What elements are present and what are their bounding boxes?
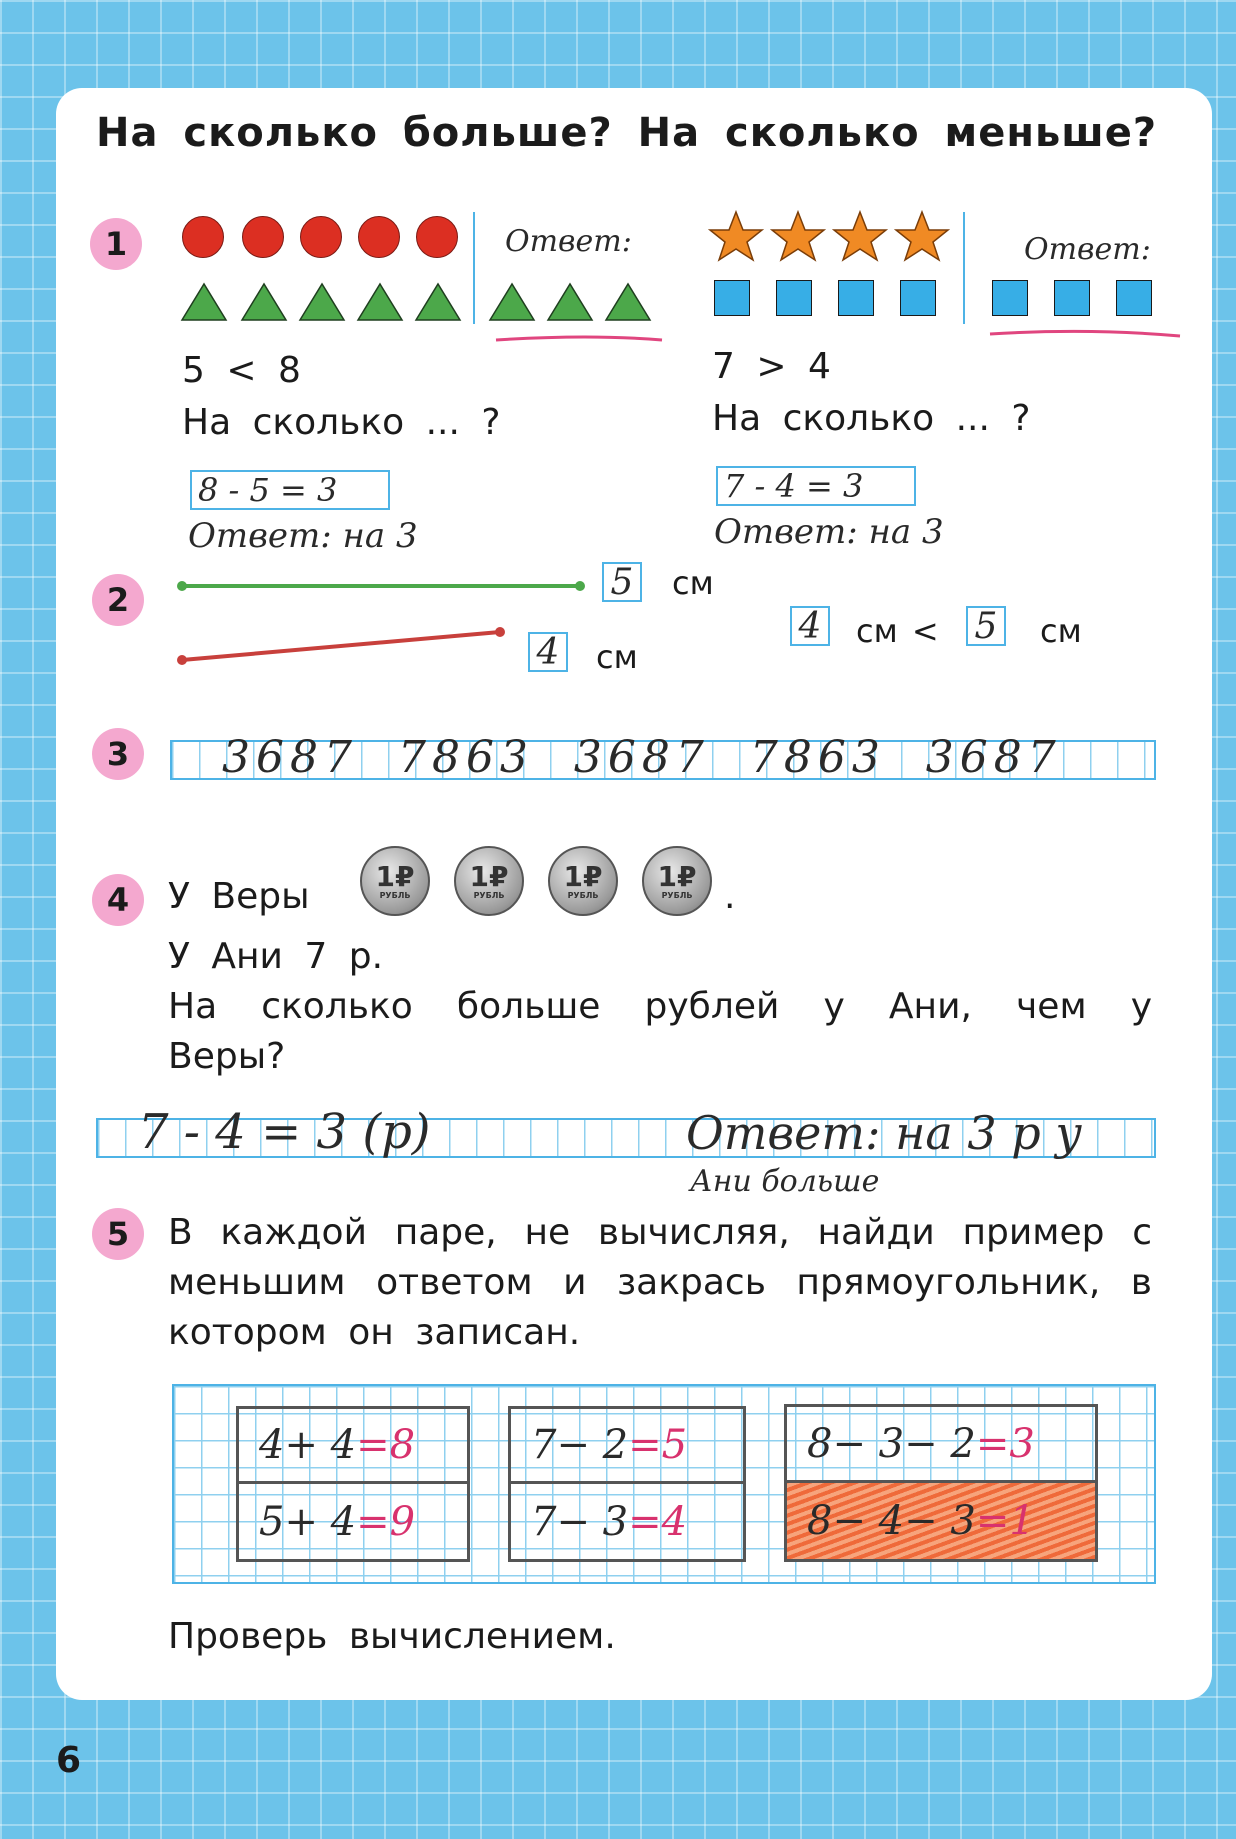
expression-text: 4+ 4 bbox=[259, 1422, 357, 1468]
ruble-coin bbox=[454, 846, 524, 916]
task-5-text3: котором он записан. bbox=[168, 1312, 581, 1353]
compare-unit: см bbox=[1040, 612, 1082, 650]
task-1-left-written-answer: Ответ: на 3 bbox=[188, 516, 418, 556]
expression-text: 8− 3− 2 bbox=[807, 1420, 976, 1467]
task-4-line4: Веры? bbox=[168, 1036, 286, 1077]
task-5-text2: меньшим ответом и закрась прямоугольник, в bbox=[168, 1262, 1152, 1303]
expression-top[interactable] bbox=[787, 1407, 1095, 1483]
ruble-coin bbox=[642, 846, 712, 916]
coin-label: РУБЛЬ bbox=[567, 890, 599, 900]
equals-sign: = bbox=[356, 1422, 390, 1468]
equals-sign: = bbox=[628, 1498, 662, 1545]
task-1-shapes bbox=[170, 200, 1210, 350]
red-length-unit: см bbox=[596, 638, 638, 676]
task-5-number: 5 bbox=[92, 1208, 144, 1260]
task-1-left-question: На сколько ... ? bbox=[182, 402, 501, 443]
task-1-number: 1 bbox=[90, 218, 142, 270]
pink-mark bbox=[496, 337, 662, 340]
task-4-answer-line2: Ани больше bbox=[690, 1164, 880, 1199]
green-length-box: 5 bbox=[602, 562, 642, 602]
compare-left-box: 4 bbox=[790, 606, 830, 646]
ruble-coin bbox=[548, 846, 618, 916]
answer-value: 8 bbox=[389, 1422, 416, 1468]
task-5-text1: В каждой паре, не вычисляя, найди пример с bbox=[168, 1212, 1152, 1253]
coin-label: РУБЛЬ bbox=[661, 890, 693, 900]
green-triangle bbox=[300, 284, 344, 320]
segment-endpoint bbox=[575, 581, 585, 591]
coin-label: РУБЛЬ bbox=[379, 890, 411, 900]
task-1-left-comparison: 5 < 8 bbox=[182, 350, 301, 391]
blue-square bbox=[992, 280, 1028, 316]
ruble-coin bbox=[360, 846, 430, 916]
coin-value: 1₽ bbox=[657, 859, 697, 893]
task-3-sequence: 3687 7863 3687 7863 3687 bbox=[222, 732, 1062, 783]
green-triangle bbox=[548, 284, 592, 320]
task-1-right-written-answer: Ответ: на 3 bbox=[714, 512, 944, 552]
answer-value: 3 bbox=[1009, 1420, 1035, 1467]
equals-sign: = bbox=[356, 1498, 390, 1545]
segment-endpoint bbox=[495, 627, 505, 637]
task-4-line1-end: . bbox=[724, 876, 736, 917]
segment-endpoint bbox=[177, 655, 187, 665]
answer-value: 1 bbox=[1009, 1498, 1035, 1544]
equals-sign: = bbox=[975, 1498, 1010, 1544]
pink-mark bbox=[990, 331, 1180, 336]
expression-card bbox=[236, 1406, 470, 1562]
red-length-box: 4 bbox=[528, 632, 568, 672]
answer-value: 9 bbox=[389, 1498, 416, 1545]
blue-square bbox=[838, 280, 874, 316]
compare-sign: см < bbox=[856, 612, 939, 650]
task-4-line2: У Ани 7 р. bbox=[168, 936, 384, 977]
page-number: 6 bbox=[56, 1740, 82, 1781]
equals-sign: = bbox=[975, 1420, 1010, 1467]
task-1-left-answer-label: Ответ: bbox=[505, 224, 632, 259]
green-triangle bbox=[490, 284, 534, 320]
expression-text: 7− 3 bbox=[531, 1498, 629, 1545]
task-5-footer: Проверь вычислением. bbox=[168, 1616, 616, 1657]
green-triangle bbox=[358, 284, 402, 320]
green-triangle bbox=[606, 284, 650, 320]
blue-square bbox=[1116, 280, 1152, 316]
task-4-answer-line1: Ответ: на 3 р у bbox=[686, 1106, 1083, 1160]
green-triangle bbox=[242, 284, 286, 320]
expression-top[interactable] bbox=[239, 1409, 467, 1484]
answer-value: 5 bbox=[661, 1422, 688, 1468]
orange-star bbox=[896, 212, 948, 260]
green-triangle bbox=[182, 284, 226, 320]
page-title: На сколько больше? На сколько меньше? bbox=[96, 110, 1158, 156]
coin-value: 1₽ bbox=[375, 859, 415, 893]
coin-value: 1₽ bbox=[469, 859, 509, 893]
expression-text: 8− 4− 3 bbox=[807, 1498, 976, 1544]
expression-top[interactable] bbox=[511, 1409, 743, 1484]
segment-endpoint bbox=[177, 581, 187, 591]
expression-text: 7− 2 bbox=[531, 1422, 629, 1468]
blue-square bbox=[776, 280, 812, 316]
expression-bottom-shaded[interactable] bbox=[787, 1483, 1095, 1559]
green-triangle bbox=[416, 284, 460, 320]
answer-value: 4 bbox=[661, 1498, 688, 1545]
compare-right-box: 5 bbox=[966, 606, 1006, 646]
expression-text: 5+ 4 bbox=[259, 1498, 357, 1545]
orange-star bbox=[834, 212, 886, 260]
task-1-right-question: На сколько ... ? bbox=[712, 398, 1031, 439]
blue-square bbox=[714, 280, 750, 316]
orange-star bbox=[772, 212, 824, 260]
blue-square bbox=[900, 280, 936, 316]
task-1-right-answer-label: Ответ: bbox=[1024, 232, 1151, 267]
task-3-number: 3 bbox=[92, 728, 144, 780]
expression-bottom[interactable] bbox=[239, 1484, 467, 1559]
task-1-left-equation: 8 - 5 = 3 bbox=[190, 470, 390, 510]
task-4-equation: 7 - 4 = 3 (р) bbox=[138, 1104, 431, 1160]
coin-label: РУБЛЬ bbox=[473, 890, 505, 900]
red-segment bbox=[182, 632, 500, 660]
task-1-right-equation: 7 - 4 = 3 bbox=[716, 466, 916, 506]
task-1-right-comparison: 7 > 4 bbox=[712, 346, 831, 387]
expression-card bbox=[508, 1406, 746, 1562]
task-2-number: 2 bbox=[92, 574, 144, 626]
green-length-unit: см bbox=[672, 564, 714, 602]
coin-value: 1₽ bbox=[563, 859, 603, 893]
expression-bottom[interactable] bbox=[511, 1484, 743, 1559]
task-4-number: 4 bbox=[92, 874, 144, 926]
orange-star bbox=[710, 212, 762, 260]
task-4-line3: На сколько больше рублей у Ани, чем у bbox=[168, 986, 1152, 1027]
blue-square bbox=[1054, 280, 1090, 316]
equals-sign: = bbox=[628, 1422, 662, 1468]
expression-card bbox=[784, 1404, 1098, 1562]
task-4-line1: У Веры bbox=[168, 876, 310, 917]
